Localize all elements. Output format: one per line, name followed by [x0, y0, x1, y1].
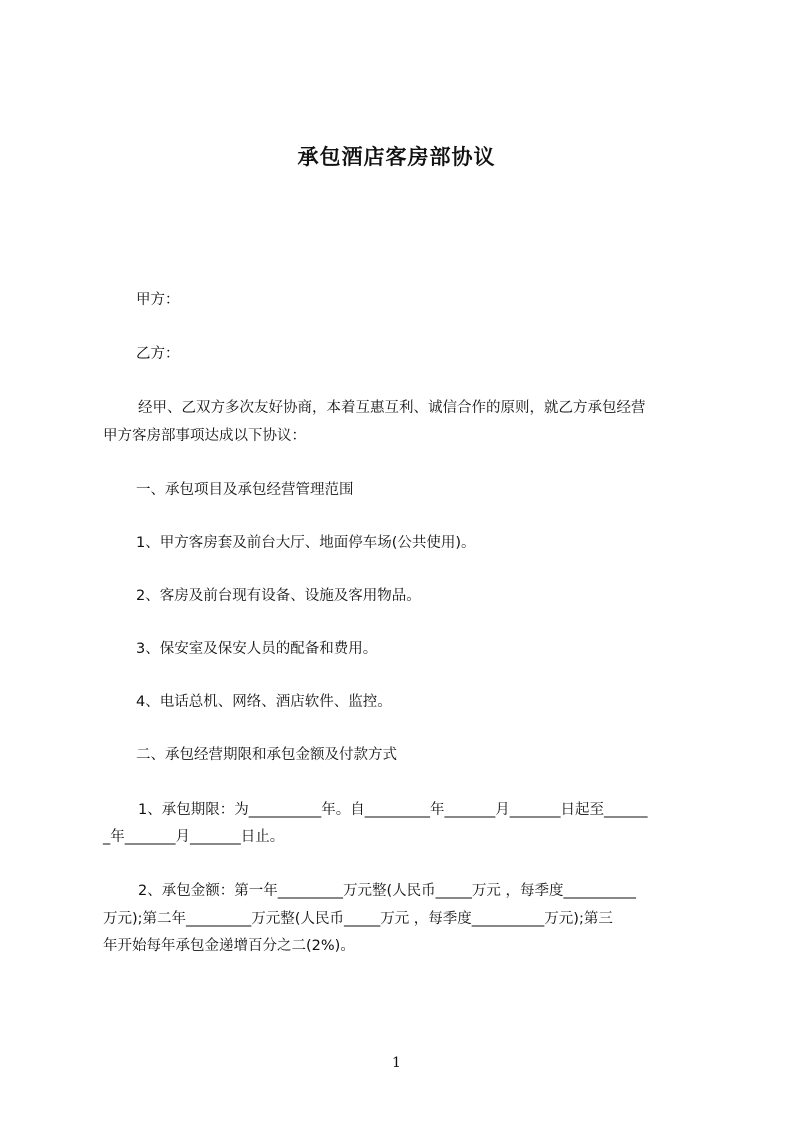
party-a-label: 甲方：	[136, 292, 180, 308]
amount-line-1: 2、承包金额：第一年_________万元整(人民币_____万元 ，每季度__________	[138, 883, 636, 899]
amount-line-3: 年开始每年承包金递增百分之二(2%)。	[103, 938, 355, 954]
document-title: 承包酒店客房部协议	[297, 145, 496, 169]
amount-line-2: 万元);第二年_________万元整(人民币_____万元 ，每季度__________万元);第三	[103, 911, 613, 927]
section-1-item: 4、电话总机、网络、酒店软件、监控。	[136, 694, 392, 710]
section-1-item: 1、甲方客房套及前台大厅、地面停车场(公共使用)。	[136, 535, 476, 551]
intro-line-2: 甲方客房部事项达成以下协议：	[103, 428, 306, 444]
intro-line-1: 经甲、乙双方多次友好协商，本着互惠互利、诚信合作的原则，就乙方承包经营	[138, 400, 646, 416]
page-number: 1	[392, 1055, 401, 1071]
party-b-label: 乙方：	[136, 346, 180, 362]
section-1-heading: 一、承包项目及承包经营管理范围	[136, 482, 354, 498]
section-2-heading: 二、承包经营期限和承包金额及付款方式	[136, 747, 397, 763]
term-line-1: 1、承包期限：为__________年。自_________年_______月_______日起至______	[138, 802, 648, 818]
section-1-item: 3、保安室及保安人员的配备和费用。	[136, 641, 378, 657]
term-line-2: _年_______月_______日止。	[103, 829, 285, 845]
section-1-item: 2、客房及前台现有设备、设施及客用物品。	[136, 588, 421, 604]
